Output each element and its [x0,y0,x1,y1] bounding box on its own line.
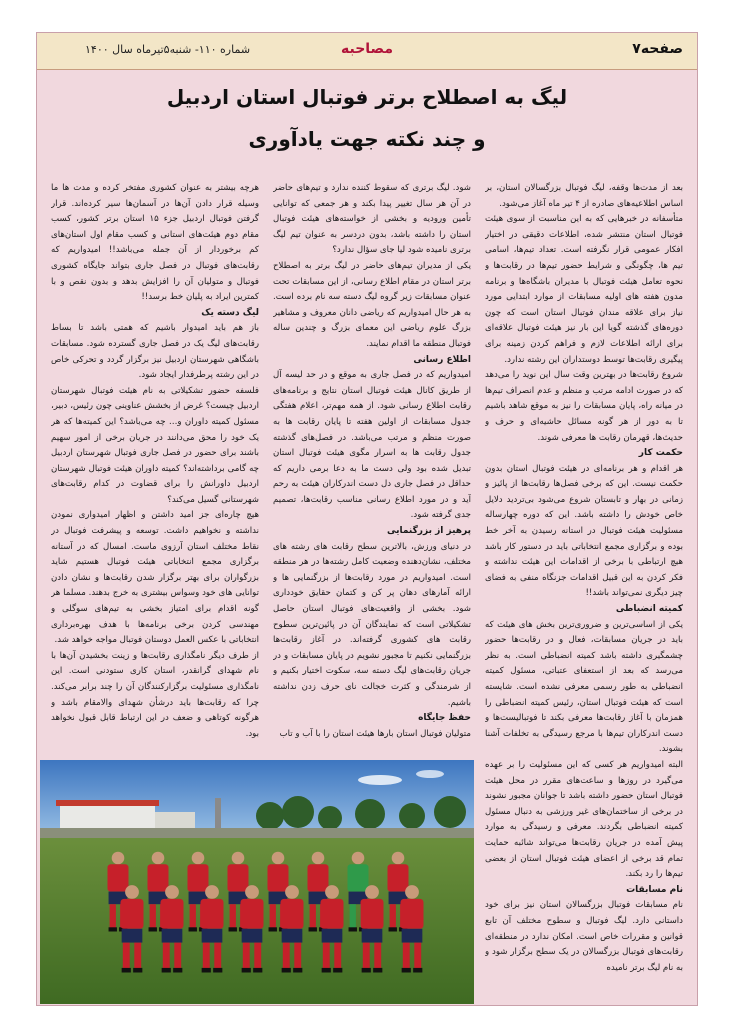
paragraph: هرچه بیشتر به عنوان کشوری مفتخر کرده و مدت ها ما وسیله قرار دادن آن‌ها در آسمان‌ها سیر کرده‌اند. قرار گرفتن فوتبال اردبیل جزء ۱۵ استان برتر کشور، کسب مقام دوم هیئت‌های استانی و کسب مقام اول استان‌های کم برخوردار از آن جمله می‌باشد!! امیدواریم که رقابت‌های فوتبال در فصل جاری بتواند جایگاه کشوری فوتبال و متولیان آن را افزایش بدهد و بدون نقص و با کمترین ایراد به پلیان خط برسد!! [51,183,259,303]
paragraph: هیچ چاره‌ای جز امید داشتن و اظهار امیدواری نمودن نداشته و نخواهیم داشت. توسعه و پیشرفت فوتبال در نقاط مختلف استان آرزوی ماست. امسال که در آستانه برگزاری مجمع انتخاباتی هیئت فوتبال هستیم شاید بزرگواران برای بهتر برگزار شدن رقابت‌ها و نشان دادن توانایی های خود وسواس بیشتری به خرج بدهند. مسلما هر گونه اقدام برای امتیاز بخشی به تیم‌های سوگلی و مهندسی کردن برخی برنامه‌ها با هدف بهره‌برداری انتخاباتی با عکس العمل دوستان فوتبال مواجه خواهد شد. [51,510,259,646]
paragraph: متولیان فوتبال استان بارها هیئت استان را با آب و تاب [279,728,471,739]
football-team-photo-image [40,760,474,1004]
paragraph: باز هم باید امیدوار باشیم که همتی باشد تا بساط رقابت‌های لیگ یک در فصل جاری گسترده شود. مسابقات باشگاهی شهرستان اردبیل نیز برگزار گردد و تحرکی خاص در این رشته پرطرفدار ایجاد شود. [51,323,259,381]
section-heading: حکمت کار [638,448,683,459]
paragraph: از طرف دیگر نامگذاری رقابت‌ها و زینت بخشیدن آن‌ها با نام شهدای گرانقدر، استان کاری ستودنی است. این نامگذاری مسئولیت برگزارکنندگان آن را چند برابر می‌کند. چرا که رقابت‌ها باید درشأن شهدای والامقام باشد و هرگونه کوتاهی و ضعف در این ارتباط قابل قبول نخواهد بود. [51,650,259,739]
building [60,804,155,830]
page-header [37,33,697,70]
section-heading: نام مسابقات [626,884,683,895]
paragraph: شروع رقابت‌ها در بهترین وقت سال این نوید را می‌دهد که در صورت ادامه مرتب و منظم و عدم انصراف تیم‌ها در میانه راه، پایان مسابقات را نیز به موقع شاهد باشیم تا به دور از هر گونه مسائل حاشیه‌ای و حرف و حدیث‌ها، قهرمان رقابت ها معرفی شوند. [485,370,683,443]
page-number: صفحه۷ [632,41,683,57]
paragraph: امیدواریم که در فصل جاری به موقع و در حد لیسه آل از طریق کانال هیئت فوتبال استان نتایج و برنامه‌های رقابت اطلاع رسانی شود. از همه مهم‌تر، اعلام هفتگی جدول مسابقات از اولین هفته تا پایان رقابت ها به صورت منظم و مرتب می‌باشد. در فصل‌های گذشته جدول رقابت ها به اسرار مگوی هیئت فوتبال استان تبدیل شده بود ولی دست ما به دعا برمی داریم که حداقل در فصل جاری دل دست اندرکاران هیئت به رحم آید و در مورد اطلاع رسانی مناسب رقابت‌ها، تصمیم جدی گرفته شود. [273,370,471,521]
article-column-1 [485,181,683,993]
section-heading: پرهیز از بزرگنمایی [387,526,471,537]
issue-info: شماره ۱۱۰- شنبه۵تیرماه سال ۱۴۰۰ [85,43,251,56]
paragraph: شود. لیگ برتری که سقوط کننده ندارد و تیم‌های حاضر در آن هر سال تغییر پیدا بکند و هر جمعی که توانایی تأمین ورودیه و بخشی از خواسته‌های هیئت فوتبال استان را داشته باشد، بدون دردسر به عنوان تیم لیگ برتری نامیده شود لیا جای سؤال ندارد؟ [273,183,471,256]
article-column-2 [273,181,471,756]
paragraph: فلسفه حضور تشکیلاتی به نام هیئت فوتبال شهرستان اردبیل چیست؟ غرض از بخشش عناوینی چون رئیس، دبیر، مسئول کمیته داوران و… چه می‌باشد؟ این کمیته‌ها که هر یک خود را محق می‌دانند در جریان برخی از امور سهیم باشند برای حضور در فصل جاری فوتبال شهرستان اردبیل چه گامی برداشته‌اند؟ کمیته داوران هیئت فوتبال شهرستان اردبیل داورانش را برای قضاوت در کدام رقابت‌های شهرستانی گسیل می‌کند؟ [51,385,259,505]
paragraph: در دنیای ورزش، بالاترین سطح رقابت های رشته های مختلف، نشان‌دهنده وضعیت کامل رشته‌ها در هر منطقه است. امیدواریم در مورد رقابت‌ها از بزرگنمایی ها و ارائه آمارهای دهان پر کن و کتمان حقایق خودداری شود. بخشی از واقعیت‌های فوتبال استان حاصل تشکیلاتی است که نمایندگان آن در پائین‌ترین سطوح رقابت های کشوری گرفته‌اند. در آغاز رقابت‌ها بزرگنمایی نکنیم تا مجبور نشویم در پایان مسابقات و در جریان رقابت‌های لیگ دسته سه، سکوت اختیار بکنیم و از شرمندگی و کثرت خجالت نای حرف زدن نداشته باشیم. [273,541,471,708]
article-column-3 [51,181,259,756]
section-heading: کمیته انضباطی [615,604,683,615]
section-title: مصاحبه [340,41,393,57]
team-photo [40,760,474,1004]
paragraph: متأسفانه در خبرهایی که به این مناسبت از سوی هیئت فوتبال استان منتشر شده، اطلاعات دقیقی در اختیار افکار عمومی قرار نگرفته است. تعداد تیم‌ها، اسامی تیم ها، چگونگی و شرایط حضور تیم‌ها در رقابت‌ها و نحوه تعامل هیئت فوتبال با مدیران باشگاه‌ها و برنامه مدون هفته های اولیه مسابقات از موارد ابتدایی مورد نیاز برای علاقه مندان فوتبال استان است که چون دوره‌های گذشته گویا این بار نیز هیئت فوتبال علاقه‌ای برای ارائه اطلاعات لازم و فراهم کردن زمینه برای پیگیری رقابت‌ها توسط دوستداران این رشته ندارد. [485,214,683,365]
section-heading: اطلاع رسانی [413,354,471,365]
section-heading: لیگ دسته یک [201,307,259,318]
paragraph: یکی از مدیران تیم‌های حاضر در لیگ برتر به اصطلاح برتر استان در مقام اطلاع رسانی، از این مسابقات تحت عنوان مسابقات زیر گروه لیگ دسته سه نام برده است. به هر حال امیدواریم که ریاضی دانان معروف و مشاهیر بزرگ علوم ریاضی این معمای بزرگ و چندین ساله فوتبال منطقه ما اقدام نمایند. [273,260,471,349]
paragraph: نام مسابقات فوتبال بزرگسالان استان نیز برای خود داستانی دارد. لیگ فوتبال و سطوح مختلف آن تابع قوانین و مقررات خاص است. امکان ندارد در منطقه‌ای رقابت‌های فوتبال بزرگسالان در یک سطح برگزار شود و به نام لیگ برتر نامیده [485,900,683,973]
paragraph: بعد از مدت‌ها وقفه، لیگ فوتبال بزرگسالان استان، بر اساس اطلاعیه‌های صادره از ۴ تیر ماه آغاز می‌شود. [485,183,683,209]
paragraph: هر اقدام و هر برنامه‌ای در هیئت فوتبال استان بدون حکمت نیست. این که برخی فصل‌ها رقابت‌ها از پائیز و زمانی در بهار و تابستان شروع می‌شود بی‌تردید دلایل خاص خودش را داشته باشد. این که دوره چهارساله مسئولیت هیئت فوتبال در استانه رسیدن به آخر خط بوده و برگزاری مجمع انتخاباتی باید در دستور کار باشد هیچ ارتباطی با برخی از اقدامات این هیئت نداشته و فکر کردن به این قبیل اقدامات جزنگاه منفی به فضای چیز دیگری نمی‌تواند باشد!! [485,463,683,599]
paragraph: البته امیدواریم هر کسی که این مسئولیت را بر عهده می‌گیرد در روزها و ساعت‌های مقرر در محل هیئت فوتبال استان حضور داشته باشد تا جوانان مجبور نشوند در برخی از ساختمان‌های غیر ورزشی به دنبال مسئول کمیته انضباطی بگردند. معرفی و رسیدگی به موارد پیش آمده در جریان رقابت‌ها می‌تواند شائبه حمایت تمام قد برخی از اعضای هیئت فوتبال استان از بعضی تیم‌ها را رد بکند. [485,759,683,880]
article-title-line2: و چند نکته جهت یادآوری [248,127,486,151]
paragraph: یکی از اساسی‌ترین و ضروری‌ترین بخش های هیئت که باید در جریان مسابقات، فعال و در رقابت‌ها حضور چشمگیری داشته باشد کمیته انضباطی است. به نظر می‌رسد که بعد از استعفای عتباتی، مسئول کمیته انضباطی به طور رسمی معرفی نشده است. شایسته است که هیئت فوتبال استان، رئیس کمیته انضباطی را همزمان با آغاز رقابت‌ها معرفی بکند تا فوتبالیست‌ها و دست اندرکاران تیم‌ها با مرجع رسیدگی به تخلفات آشنا بشوند. [485,619,683,755]
article-title-line1: لیگ به اصطلاح برتر فوتبال استان اردبیل [166,85,568,109]
page [36,32,698,1006]
section-heading: حفظ جایگاه [418,713,471,724]
